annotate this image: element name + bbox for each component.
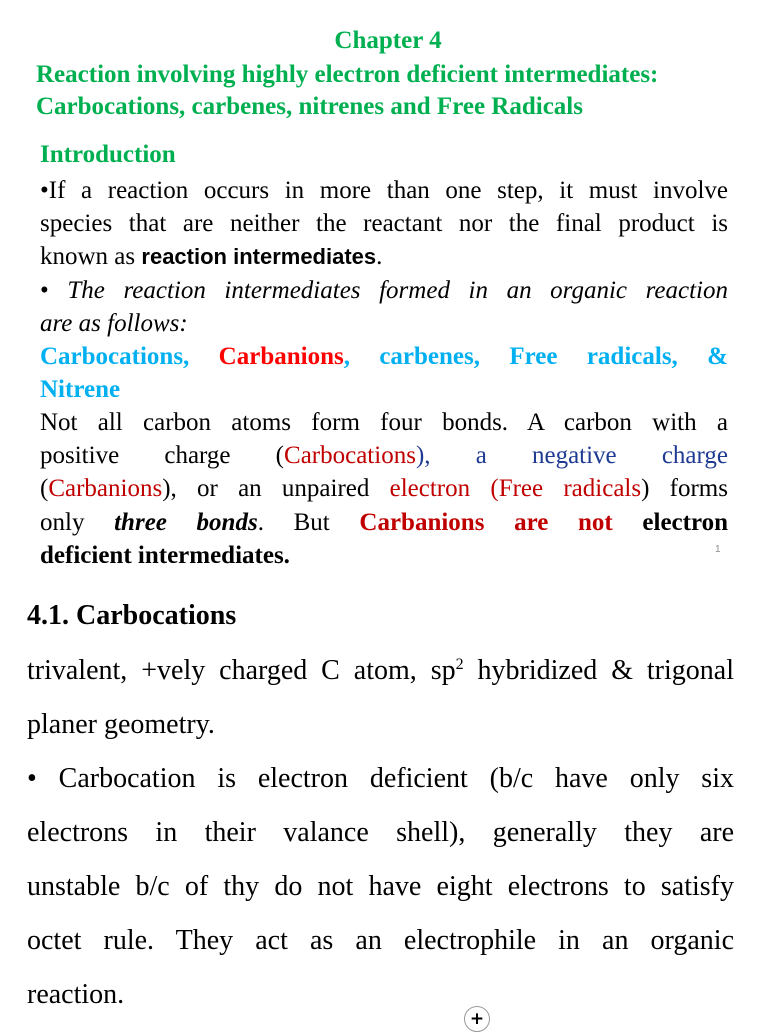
p1-line-3-pre: known as: [40, 243, 142, 271]
definition-line-1a: trivalent, +vely charged C atom, sp: [27, 655, 456, 686]
p4-l3-a: (: [40, 475, 49, 503]
carbanions-not-term: Carbanions are not: [359, 508, 613, 536]
definition-line-2: planer geometry.: [27, 709, 215, 740]
chapter-title-line-1: Reaction involving highly electron deficient intermediates:: [36, 61, 659, 88]
p4-line-1: Not all carbon atoms form four bonds. A carbon with a: [40, 409, 728, 436]
p4-l4-e: electron: [612, 508, 729, 536]
zoom-in-button[interactable]: +: [464, 1006, 490, 1032]
carbocations-ref: Carbocations: [284, 442, 416, 470]
section-heading: 4.1. Carbocations: [27, 600, 237, 631]
carbocation-definition: [27, 644, 734, 752]
p4-l3-e: ) forms: [641, 475, 728, 503]
intro-paragraph-2: [40, 274, 728, 340]
free-radicals-ref: electron (Free radicals: [389, 475, 642, 503]
description-line-4: octet rule. They act as an electrophile in an organic: [27, 925, 734, 956]
definition-line-1b: hybridized & trigonal: [463, 655, 734, 686]
p1-line-2: species that are neither the reactant nor the final product is: [40, 210, 728, 238]
intermediates-list: [40, 340, 728, 406]
description-line-3: unstable b/c of thy do not have eight electrons to satisfy: [27, 871, 734, 902]
chapter-label: Chapter 4: [334, 27, 442, 54]
chapter-title-line-2: Carbocations, carbenes, nitrenes and Free Radicals: [36, 93, 583, 120]
introduction-heading: Introduction: [40, 141, 176, 168]
slide-page-2: [0, 590, 768, 1024]
description-line-2: electrons in their valance shell), generally they are: [27, 817, 734, 848]
p1-line-1: If a reaction occurs in more than one step, it must involve: [48, 177, 728, 204]
nitrene-term: Nitrene: [40, 376, 121, 404]
p2-line-1: The reaction intermediates formed in an organic reaction: [67, 277, 728, 304]
bullet-mark: •: [40, 277, 68, 304]
p4-l4-c: . But: [257, 508, 360, 536]
p4-line-5: deficient intermediates.: [40, 541, 290, 569]
description-line-1: Carbocation is electron deficient (b/c have only six: [36, 763, 734, 794]
intermediates-rest: , carbenes, Free radicals, &: [343, 343, 728, 370]
p2-line-2: are as follows:: [40, 310, 188, 338]
p4-l3-c: ), or an unpaired: [162, 475, 390, 503]
p4-l2-c: ), a negative charge: [415, 442, 728, 470]
carbocations-term: Carbocations,: [40, 343, 219, 370]
p1-line-3-post: .: [376, 243, 383, 271]
reaction-intermediates-term: reaction intermediates: [141, 244, 377, 270]
p4-l2-a: positive charge (: [40, 442, 285, 470]
sp2-superscript: 2: [455, 656, 464, 673]
p4-l4-a: only: [40, 508, 115, 536]
carbanions-ref: Carbanions: [48, 475, 163, 503]
bullet-mark: •: [40, 177, 49, 204]
bullet-mark: •: [27, 763, 37, 794]
slide-page-number: 1: [715, 544, 721, 555]
intro-paragraph-1: [40, 174, 728, 274]
description-line-5: reaction.: [27, 979, 125, 1010]
carbanions-term: Carbanions: [218, 343, 344, 370]
carbocation-description: [27, 752, 734, 1022]
bonding-paragraph: [40, 406, 728, 572]
three-bonds-term: three bonds: [114, 508, 258, 536]
